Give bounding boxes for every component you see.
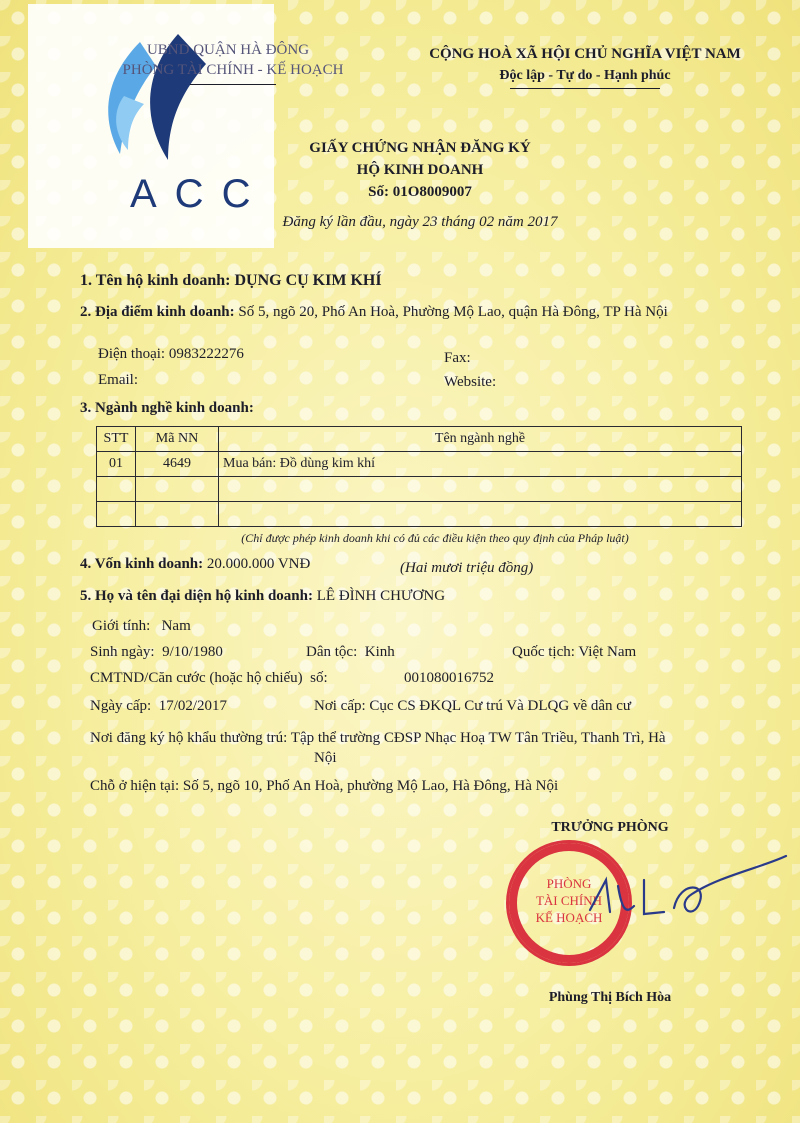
fax-field: Fax: [444,350,471,366]
certificate-number: Số: 01O8009007 [368,184,472,200]
table-cell-stt [97,502,136,527]
table-row [97,502,742,527]
table-cell-code: 4649 [136,452,219,477]
email-field: Email: [98,372,138,388]
business-address-label: 2. Địa điểm kinh doanh: [80,304,235,320]
table-cell-stt [97,477,136,502]
department-name: PHÒNG TÀI CHÍNH - KẾ HOẠCH [122,62,344,78]
table-cell-name [219,502,742,527]
id-label: CMTND/Căn cước (hoặc hộ chiếu) số: [90,670,328,686]
column-header-name: Tên ngành nghề [219,427,742,452]
table-header-row [97,427,742,452]
capital-label: 4. Vốn kinh doanh: [80,556,204,572]
capital-in-words: (Hai mươi triệu đồng) [400,560,534,576]
business-lines-label: 3. Ngành nghề kinh doanh: [80,400,254,416]
table-row [97,477,742,502]
document-subtitle: HỘ KINH DOANH [356,162,484,178]
header-left-underline [190,84,276,85]
table-cell-code [136,502,219,527]
column-header-stt: STT [97,427,136,452]
header-right-underline [510,88,660,89]
national-title: CỘNG HOÀ XÃ HỘI CHỦ NGHĨA VIỆT NAM [429,46,741,62]
company-logo [28,4,274,248]
logo-text: ACC [130,172,269,216]
phone-field: Điện thoại: 0983222276 [98,346,244,362]
issue-date-field: Ngày cấp: 17/02/2017 [90,698,228,714]
nationality-field: Quốc tịch: Việt Nam [512,644,637,660]
table-cell-code [136,477,219,502]
column-header-code: Mã NN [136,427,219,452]
id-number: 001080016752 [404,670,494,686]
agency-name: UBND QUẬN HÀ ĐÔNG [146,42,310,58]
business-name-row [80,272,382,290]
document-title: GIẤY CHỨNG NHẬN ĐĂNG KÝ [309,140,531,156]
signer-role: TRƯỞNG PHÒNG [551,820,669,835]
business-name-value: DỤNG CỤ KIM KHÍ [234,272,382,289]
table-cell-name [219,477,742,502]
representative-row [80,588,445,605]
handwritten-signature [560,850,790,940]
business-name-label: 1. Tên hộ kinh doanh: [80,272,231,289]
table-cell-stt: 01 [97,452,136,477]
national-motto: Độc lập - Tự do - Hạnh phúc [499,68,671,83]
date-of-birth-field: Sinh ngày: 9/10/1980 [90,644,223,660]
seal-line-3: KẾ HOẠCH [535,910,603,925]
current-address-field: Chỗ ở hiện tại: Số 5, ngõ 10, Phố An Hoà, phường Mộ Lao, Hà Đông, Hà Nội [90,778,559,794]
permanent-residence-line1: Nơi đăng ký hộ khẩu thường trú: Tập thể trường CĐSP Nhạc Hoạ TW Tân Triều, Thanh Trì, Hà [90,730,666,746]
website-field: Website: [444,374,497,390]
capital-value: 20.000.000 VNĐ [206,556,311,572]
registration-date: Đăng ký lần đầu, ngày 23 tháng 02 năm 2017 [282,214,558,230]
gender-field: Giới tính: Nam [92,618,191,634]
ethnicity-field: Dân tộc: Kinh [306,644,395,660]
seal-line-1: PHÒNG [546,876,592,891]
business-lines-note: (Chỉ được phép kinh doanh khi có đủ các điều kiện theo quy định của Pháp luật) [241,531,629,545]
signer-name: Phùng Thị Bích Hòa [548,990,672,1005]
business-address-value: Số 5, ngõ 20, Phố An Hoà, Phường Mộ Lao, quận Hà Đông, TP Hà Nội [238,304,668,320]
capital-row [80,556,310,573]
logo-wave-icon [28,4,274,174]
seal-line-2: TÀI CHÍNH [535,893,603,908]
representative-label: 5. Họ và tên đại diện hộ kinh doanh: [80,588,313,604]
representative-value: LÊ ĐÌNH CHƯƠNG [316,588,446,604]
permanent-residence-line2: Nội [314,750,337,766]
table-cell-name: Mua bán: Đồ dùng kim khí [219,452,742,477]
issue-place-field: Nơi cấp: Cục CS ĐKQL Cư trú Và DLQG về dân cư [314,698,632,714]
business-lines-table [96,426,742,527]
table-row [97,452,742,477]
business-address-row [80,304,668,321]
